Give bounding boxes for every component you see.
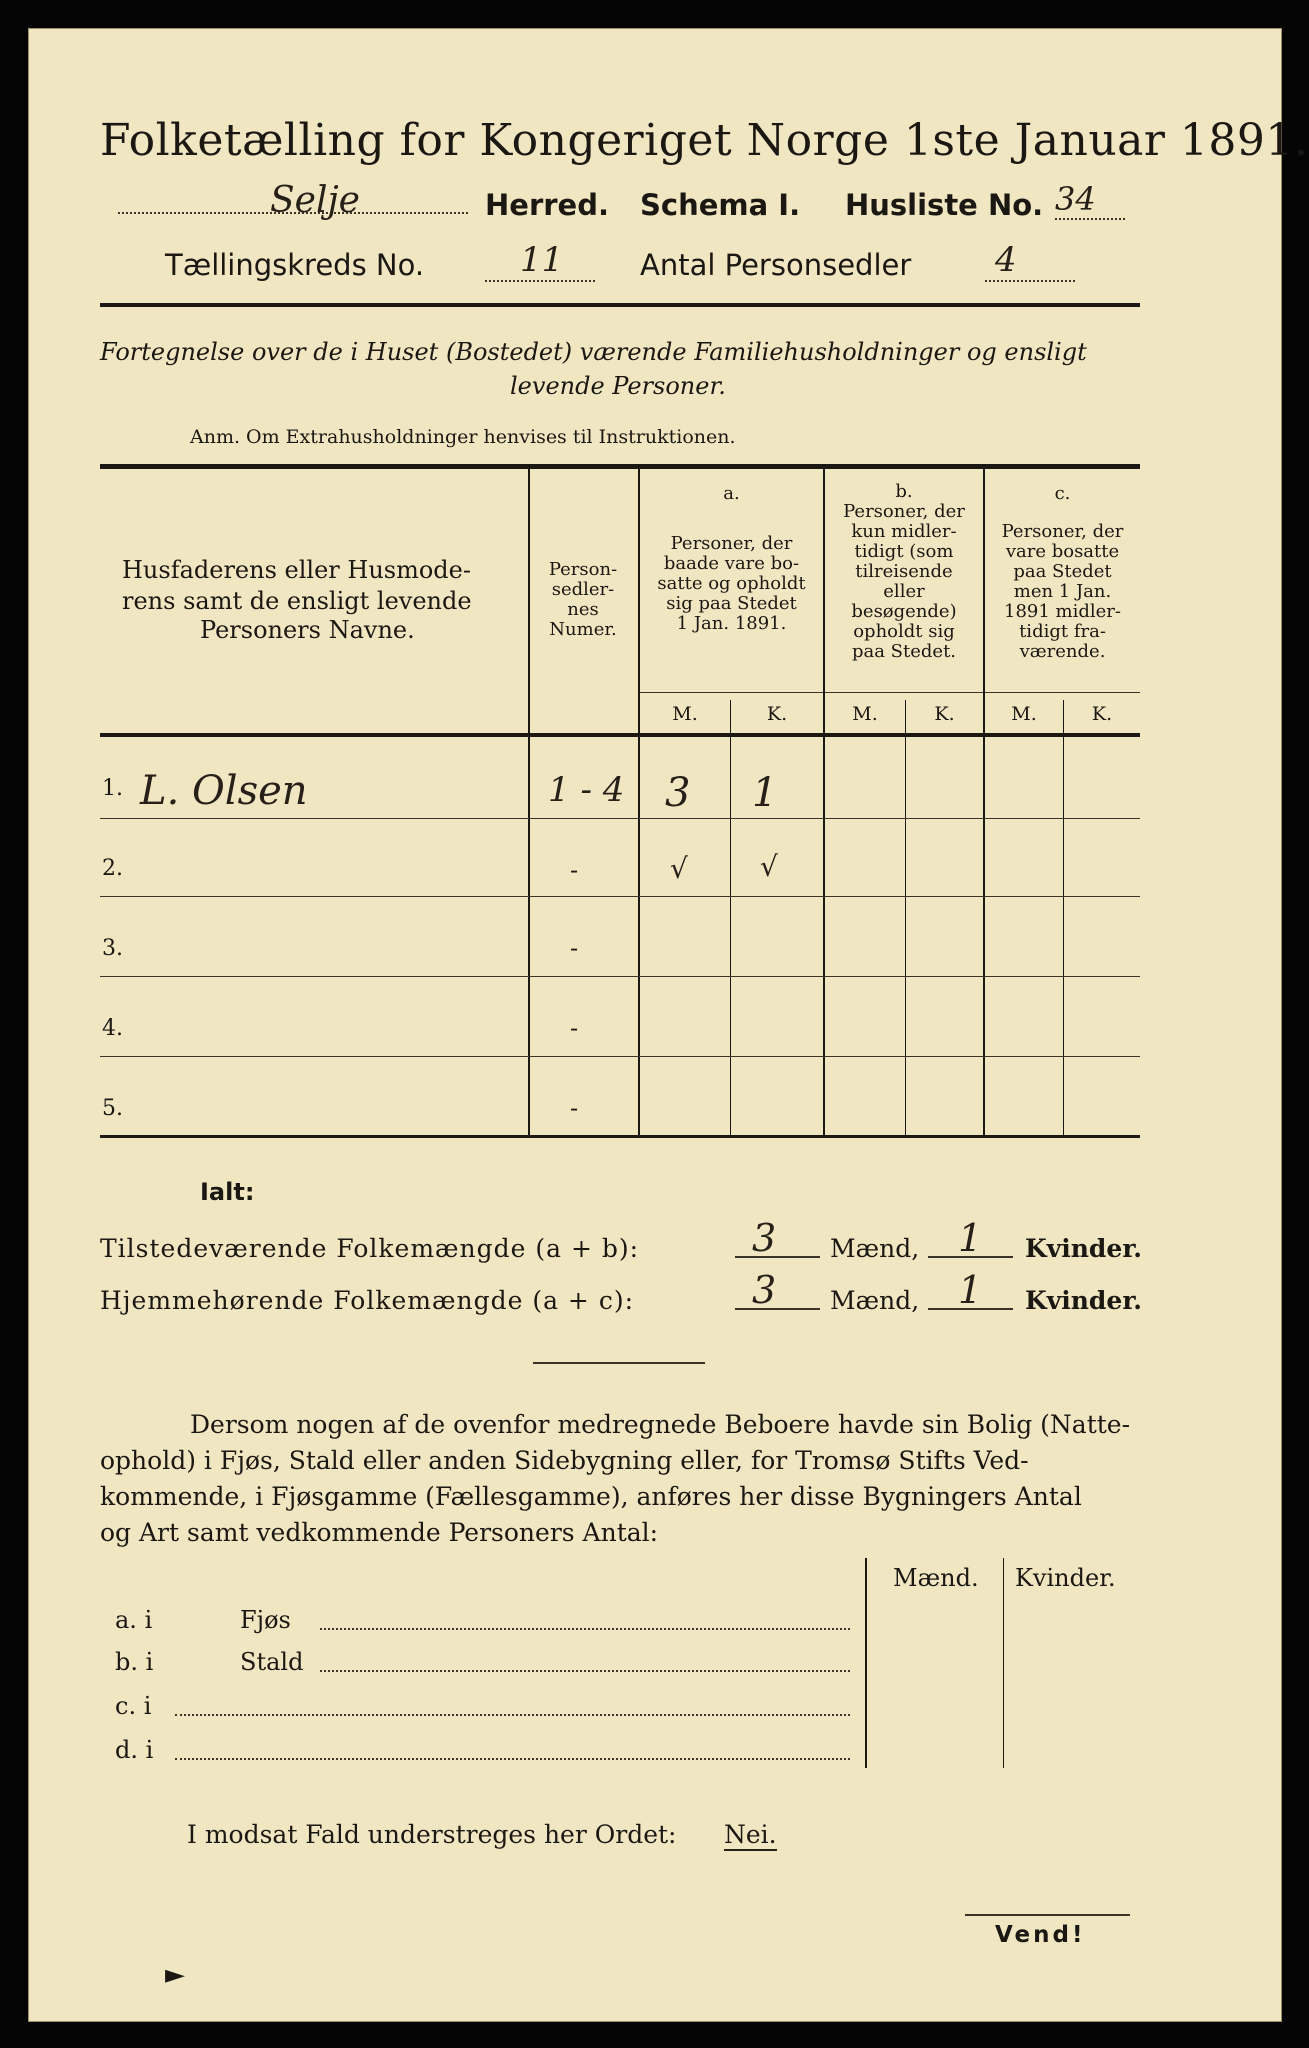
building-c-dots [175, 1714, 850, 1716]
row-a-k: 1 [752, 770, 778, 816]
tilst-kvinder: Kvinder. [1025, 1234, 1142, 1263]
hjem-m-line [735, 1308, 820, 1310]
col-c-l1: Personer, der [1001, 521, 1124, 542]
husliste-value: 34 [1055, 180, 1096, 218]
col-b-l1: Personer, der [843, 501, 965, 522]
col-b-l5: eller [883, 581, 925, 602]
buildings-p4: og Art samt vedkommende Personers Antal: [100, 1518, 659, 1547]
row-num: - [570, 856, 579, 884]
kreds-label: Tællingskreds No. [165, 248, 425, 282]
building-b-word: Stald [240, 1648, 304, 1676]
col-c-l3: paa Stedet [1013, 561, 1112, 582]
col-num-l3: nes [567, 599, 599, 620]
header-c-k: K. [1091, 703, 1113, 725]
nei-word: Nei. [724, 1820, 777, 1849]
intro-note: Anm. Om Extrahusholdninger henvises til Instruktionen. [190, 426, 736, 448]
row-number: 5. [102, 1096, 123, 1121]
building-d-label: d. i [115, 1736, 154, 1764]
mk-rule [640, 692, 1140, 693]
col-b-l8: paa Stedet. [851, 641, 957, 662]
antal-value: 4 [995, 240, 1017, 280]
col-c-l2: vare bosatte [1005, 541, 1120, 562]
row-line-1 [100, 818, 1140, 819]
building-a-word: Fjøs [240, 1606, 291, 1634]
col-c-l4: men 1 Jan. [1013, 581, 1112, 602]
col-c-l6: tidigt fra- [1019, 621, 1106, 642]
row-a-m: 3 [665, 770, 691, 816]
ialt-label: Ialt: [200, 1178, 255, 1206]
vend-rule [965, 1914, 1130, 1916]
modsat-text: I modsat Fald understreges her Ordet: [187, 1820, 677, 1849]
col-b-l4: tilreisende [855, 561, 953, 582]
row-line-2 [100, 896, 1140, 897]
header-a-m: M. [672, 703, 698, 725]
schema-label: Schema I. [640, 188, 801, 222]
col-names-l1: Husfaderens eller Husmode- [122, 556, 471, 584]
col-b-l6: besøgende) [851, 601, 957, 622]
table-bottom-rule [100, 1135, 1140, 1138]
buildings-sep-1 [865, 1558, 867, 1768]
buildings-p1: Dersom nogen af de ovenfor medregnede Beboere havde sin Bolig (Natte- [190, 1410, 1131, 1439]
header-b-k: K. [934, 703, 955, 725]
buildings-maend-head: Mænd. [893, 1564, 979, 1592]
herred-label: Herred. [485, 188, 609, 222]
col-sep-mk-c [1063, 700, 1064, 1135]
form-title: Folketælling for Kongeriget Norge 1ste Januar 1891. [100, 115, 1309, 166]
hjem-maend: Mænd, [830, 1286, 920, 1315]
col-b-letter: b. [895, 481, 913, 502]
buildings-p2: ophold) i Fjøs, Stald eller anden Sidebygning eller, for Tromsø Stifts Ved- [100, 1446, 1029, 1475]
antal-dots [985, 280, 1075, 282]
col-a-l4: sig paa Stedet [666, 593, 797, 614]
row-number: 2. [102, 856, 123, 881]
row-number: 3. [102, 936, 123, 961]
tilst-label: Tilstedeværende Folkemængde (a + b): [100, 1234, 640, 1263]
tilst-k-value: 1 [958, 1216, 983, 1260]
tilst-m-value: 3 [752, 1216, 777, 1260]
col-a-l2: baade vare bo- [663, 553, 800, 574]
col-c-l7: værende. [1019, 641, 1106, 662]
row-line-3 [100, 976, 1140, 977]
building-c-label: c. i [115, 1692, 152, 1720]
section-divider [533, 1362, 705, 1364]
col-num-l2: sedler- [551, 579, 615, 600]
row-num: - [570, 1014, 579, 1042]
hjem-m-value: 3 [752, 1268, 777, 1312]
row-a-m: √ [670, 852, 688, 885]
tilst-m-line [735, 1256, 820, 1258]
tilst-maend: Mænd, [830, 1234, 920, 1263]
col-num-l4: Numer. [549, 619, 617, 640]
row-number: 4. [102, 1016, 123, 1041]
building-b-dots [320, 1670, 850, 1672]
col-a-l1: Personer, der [670, 533, 793, 554]
vend-label: Vend! [995, 1922, 1086, 1948]
building-a-dots [320, 1628, 850, 1630]
col-names-l2: rens samt de ensligt levende [122, 587, 472, 615]
header-rule [100, 303, 1140, 307]
row-num: - [570, 934, 579, 962]
buildings-sep-2 [1003, 1558, 1004, 1768]
header-a-k: K. [766, 703, 788, 725]
col-sep-1 [528, 469, 530, 1135]
kreds-value: 11 [520, 240, 564, 280]
header-b-m: M. [852, 703, 878, 725]
building-d-dots [175, 1758, 850, 1760]
buildings-kvinder-head: Kvinder. [1015, 1564, 1116, 1592]
col-sep-mk-a [730, 700, 731, 1135]
col-num-l1: Person- [548, 559, 618, 580]
hjem-kvinder: Kvinder. [1025, 1286, 1142, 1315]
col-b-l2: kun midler- [851, 521, 957, 542]
col-c-letter: c. [1054, 483, 1071, 504]
row-num: - [570, 1094, 579, 1122]
row-number: 1. [102, 776, 123, 801]
col-sep-mk-b [905, 700, 906, 1135]
husliste-dots [1055, 218, 1125, 220]
col-a-l5: 1 Jan. 1891. [676, 613, 787, 634]
col-b-l3: tidigt (som [854, 541, 954, 562]
census-form [28, 28, 1282, 2022]
building-a-label: a. i [115, 1606, 153, 1634]
hjem-label: Hjemmehørende Folkemængde (a + c): [100, 1286, 634, 1315]
pointer-arrow-icon: ► [165, 1960, 185, 1990]
husliste-label: Husliste No. [845, 188, 1044, 222]
row-a-k: √ [760, 850, 778, 883]
herred-value: Selje [270, 180, 360, 221]
building-b-label: b. i [115, 1648, 154, 1676]
col-c-l5: 1891 midler- [1004, 601, 1121, 622]
col-b-l7: opholdt sig [853, 621, 955, 642]
col-names-l3: Personers Navne. [200, 616, 415, 644]
hjem-k-value: 1 [958, 1268, 983, 1312]
col-a-l3: satte og opholdt [657, 573, 806, 594]
antal-label: Antal Personsedler [640, 248, 912, 282]
row-name: L. Olsen [140, 768, 308, 814]
header-c-m: M. [1011, 703, 1037, 725]
row-num: 1 - 4 [548, 770, 625, 810]
buildings-p3: kommende, i Fjøsgamme (Fællesgamme), anføres her disse Bygningers Antal [100, 1482, 1082, 1511]
intro-line-1: Fortegnelse over de i Huset (Bostedet) værende Familiehusholdninger og ensligt [100, 338, 1087, 366]
intro-line-2: levende Personer. [510, 372, 726, 400]
row-line-4 [100, 1056, 1140, 1057]
kreds-dots [485, 280, 595, 282]
col-a-letter: a. [723, 483, 740, 504]
